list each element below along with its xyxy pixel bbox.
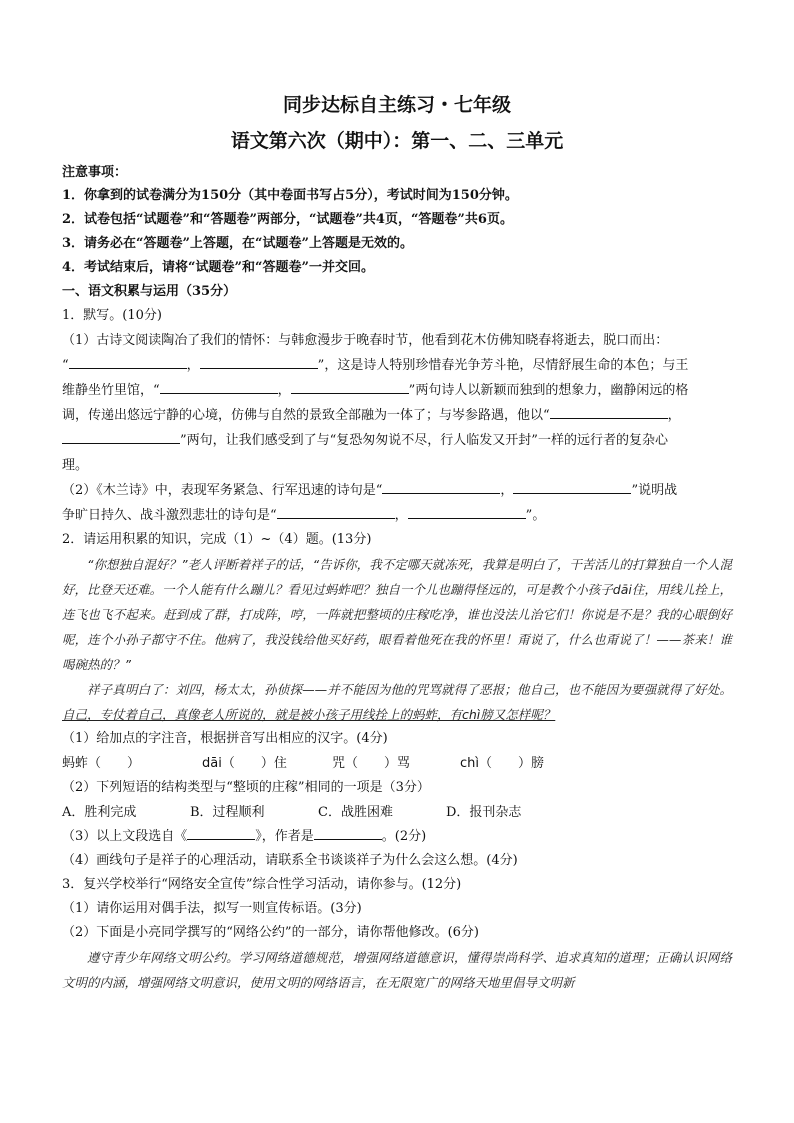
- pinyin-item[interactable]: 咒（ ）骂: [332, 756, 411, 771]
- answer-blank[interactable]: [160, 379, 278, 394]
- text: ，: [394, 508, 408, 523]
- note-item: 4．考试结束后，请将“试题卷”和“答题卷”一并交回。: [62, 260, 374, 275]
- text: 》，作者是: [255, 829, 314, 844]
- note-item: 2．试卷包括“试题卷”和“答题卷”两部分，“试题卷”共4页，“答题卷”共6页。: [62, 212, 513, 227]
- answer-blank[interactable]: [513, 479, 631, 494]
- answer-blank[interactable]: [314, 825, 382, 840]
- reading-passage: [62, 677, 732, 727]
- answer-blank[interactable]: [200, 354, 318, 369]
- answer-blank[interactable]: [69, 354, 187, 369]
- option-c[interactable]: C．战胜困难: [318, 805, 393, 820]
- text: ，: [500, 483, 514, 498]
- q1-part1-line: [62, 378, 732, 403]
- q2-sub1: （1）给加点的字注音，根据拼音写出相应的汉字。(4分): [62, 731, 388, 746]
- pinyin-item[interactable]: dāi（ ）住: [202, 756, 287, 771]
- text: ”两句诗人以新颖而独到的想象力，幽静闲远的格: [408, 383, 689, 398]
- page-subtitle: 语文第六次（期中）：第一、二、三单元: [230, 130, 564, 152]
- page-title: 同步达标自主练习・七年级: [282, 94, 511, 116]
- q3-sub2: （2）下面是小亮同学撰写的“网络公约”的一部分，请你帮他修改。(6分): [62, 925, 479, 940]
- q1-part1-line: [62, 403, 732, 428]
- text: （2）《木兰诗》中，表现军务紧急、行军迅速的诗句是“: [62, 483, 383, 498]
- q2-sub3: [62, 825, 732, 849]
- answer-blank[interactable]: [550, 404, 668, 419]
- text: ”，这是诗人特别珍惜春光争芳斗艳，尽情舒展生命的本色；与王: [317, 358, 689, 373]
- q1-part2-line: [62, 503, 732, 528]
- text: ”说明战: [631, 483, 678, 498]
- text: （3）以上文段选自《: [62, 829, 188, 844]
- option-d[interactable]: D．报刊杂志: [446, 805, 522, 820]
- answer-blank[interactable]: [62, 429, 180, 444]
- text: 。(2分): [381, 829, 427, 844]
- text: ，: [667, 408, 681, 423]
- choice-options: [62, 800, 732, 825]
- question-1-heading: 1．默写。(10分): [62, 308, 162, 323]
- q3-sub1: （1）请你运用对偶手法，拟写一则宣传标语。(3分): [62, 901, 362, 916]
- reading-passage: 遵守青少年网络文明公约。学习网络道德规范，增强网络道德意识，懂得崇尚科学、追求真知的道理；正确认识网络文明的内涵，增强网络文明意识，使用文明的网络语言，在无限宽广的网络天地里倡导文明新: [62, 950, 732, 990]
- text: ，: [277, 383, 291, 398]
- q1-part2-line: [62, 478, 732, 503]
- answer-blank[interactable]: [382, 479, 500, 494]
- q1-part1-line: （1）古诗文阅读陶冶了我们的情怀：与韩愈漫步于晚春时节，他看到花木仿佛知晓春将逝去，脱口而出：: [62, 333, 669, 348]
- section-heading: 一、语文积累与运用（35分）: [62, 284, 237, 299]
- text: 维静坐竹里馆，“: [62, 383, 160, 398]
- q1-part1-line: 理。: [62, 458, 89, 473]
- q2-sub2: （2）下列短语的结构类型与“整顷的庄稼”相同的一项是（3分）: [62, 780, 430, 795]
- answer-blank[interactable]: [277, 504, 395, 519]
- question-3-heading: 3．复兴学校举行“网络安全宣传”综合性学习活动，请你参与。(12分): [62, 877, 462, 892]
- note-item: 3．请务必在“答题卷”上答题，在“试题卷”上答题是无效的。: [62, 236, 413, 251]
- text: ”两句，让我们感受到了与“复恐匆匆说不尽，行人临发又开封”一样的远行者的复杂心: [180, 433, 668, 448]
- q2-sub4: （4）画线句子是祥子的心理活动，请联系全书谈谈祥子为什么会这么想。(4分): [62, 853, 518, 868]
- q1-part1-line: [62, 428, 732, 453]
- q1-part1-line: [62, 353, 732, 378]
- text: 祥子真明白了：刘四，杨太太，孙侦探——并不能因为他的咒骂就得了恶报；他自己，也不能因为要强就得了好处。: [87, 682, 732, 697]
- text: 争旷日持久、战斗激烈悲壮的诗句是“: [62, 508, 277, 523]
- notes-heading: 注意事项：: [62, 165, 128, 180]
- underlined-sentence: 自己，专仗着自己，真像老人所说的，就是被小孩子用线拴上的蚂蚱，有chì膀又怎样呢？: [62, 707, 556, 722]
- answer-blank[interactable]: [291, 379, 409, 394]
- note-item: 1．你拿到的试卷满分为150分（其中卷面书写占5分），考试时间为150分钟。: [62, 188, 518, 203]
- pinyin-item[interactable]: 蚂蚱（ ）: [62, 756, 141, 771]
- exam-page: [62, 90, 732, 995]
- text: “: [62, 358, 69, 373]
- option-a[interactable]: A．胜利完成: [62, 805, 137, 820]
- answer-blank[interactable]: [408, 504, 526, 519]
- answer-blank[interactable]: [187, 825, 255, 840]
- text: ”。: [525, 508, 546, 523]
- pinyin-item[interactable]: chì（ ）膀: [460, 756, 544, 771]
- text: 调，传递出悠远宁静的心境，仿佛与自然的景致全部融为一体了；与岑参路遇，他以“: [62, 408, 550, 423]
- text: ，: [186, 358, 200, 373]
- reading-passage: “你想独自混好？”老人评断着祥子的话，“告诉你，我不定哪天就冻死，我算是明白了，干苦活儿的打算独自一个人混好，比登天还难。一个人能有什么蹦儿？看见过蚂蚱吧？独自一个儿也蹦得怪远的，可是教个小孩子dāi住，用线儿拴上，连飞也飞不起来。赶到成了群，打成阵，哼，一阵就把整顷的庄稼吃净，谁也没法儿治它们！你说是不是？我的心眼倒好呢，连个小孙子都守不住。他病了，我没钱给他买好药，眼看着他死在我的怀里！甭说了，什么也甭说了！——茶来！谁喝碗热的？”: [62, 557, 732, 672]
- pinyin-items: [62, 751, 732, 776]
- option-b[interactable]: B．过程顺利: [190, 805, 265, 820]
- question-2-heading: 2．请运用积累的知识，完成（1）~（4）题。(13分): [62, 532, 372, 547]
